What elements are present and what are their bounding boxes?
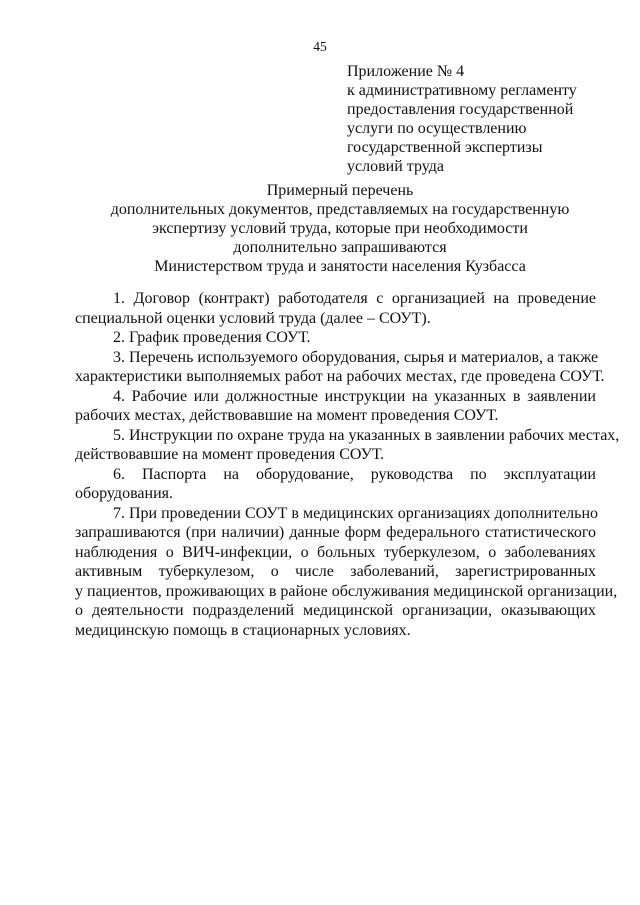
list-item-text: 7. При проведении СОУТ в медицинских организациях дополнительно xyxy=(113,504,599,522)
list-item-text: запрашиваются (при наличии) данные форм федерального статистического xyxy=(75,524,596,541)
appendix-line: государственной экспертизы xyxy=(347,139,543,156)
list-item-text: наблюдения о ВИЧ-инфекции, о больных туберкулезом, о заболеваниях xyxy=(75,543,596,561)
list-item-text: 5. Инструкции по охране труда на указанных в заявлении рабочих местах, xyxy=(113,426,620,444)
appendix-line: предоставления государственной xyxy=(347,101,574,118)
list-item-text: оборудования. xyxy=(75,485,173,502)
list-item-5 xyxy=(75,426,620,465)
title-line: дополнительных документов, представляемых на государственную xyxy=(110,201,570,218)
list-item-3 xyxy=(75,348,605,387)
appendix-line: Приложение № 4 xyxy=(347,63,465,80)
document-title xyxy=(60,181,620,276)
page-number: 45 xyxy=(313,39,327,54)
title-line: экспертизу условий труда, которые при необходимости xyxy=(152,220,528,237)
list-item-text: 6. Паспорта на оборудование, руководства по эксплуатации xyxy=(113,465,596,483)
list-item-text: о деятельности подразделений медицинской организации, оказывающих xyxy=(75,602,596,619)
list-item-text: действовавшие на момент проведения СОУТ. xyxy=(75,446,385,463)
appendix-header xyxy=(347,62,607,176)
document-list xyxy=(75,289,620,640)
list-item-7 xyxy=(75,504,618,641)
list-item-1 xyxy=(75,289,596,328)
list-item-4 xyxy=(75,387,596,426)
list-item-text: у пациентов, проживающих в районе обслуживания медицинской организации, xyxy=(75,582,618,600)
appendix-line: услуги по осуществлению xyxy=(347,120,527,137)
title-line: дополнительно запрашиваются xyxy=(233,239,447,256)
list-item-6 xyxy=(75,465,596,504)
title-line: Примерный перечень xyxy=(266,182,414,199)
list-item-text: 1. Договор (контракт) работодателя с организацией на проведение xyxy=(113,290,596,307)
title-line: Министерством труда и занятости населения Кузбасса xyxy=(154,258,526,275)
appendix-line: к административному регламенту xyxy=(347,82,577,99)
list-item-text: активным туберкулезом, о числе заболеваний, зарегистрированных xyxy=(75,563,596,580)
list-item-text: 3. Перечень используемого оборудования, сырья и материалов, а также xyxy=(113,348,599,366)
list-item-text: медицинскую помощь в стационарных условиях. xyxy=(75,621,411,639)
list-item-text: рабочих местах, действовавшие на момент проведения СОУТ. xyxy=(75,407,499,424)
list-item-text: 2. График проведения СОУТ. xyxy=(113,329,311,346)
list-item-text: 4. Рабочие или должностные инструкции на указанных в заявлении xyxy=(113,387,596,405)
appendix-line: условий труда xyxy=(347,158,444,175)
list-item-text: специальной оценки условий труда (далее – СОУТ). xyxy=(75,309,431,327)
list-item-2 xyxy=(75,328,596,348)
list-item-text: характеристики выполняемых работ на рабочих местах, где проведена СОУТ. xyxy=(75,368,605,385)
